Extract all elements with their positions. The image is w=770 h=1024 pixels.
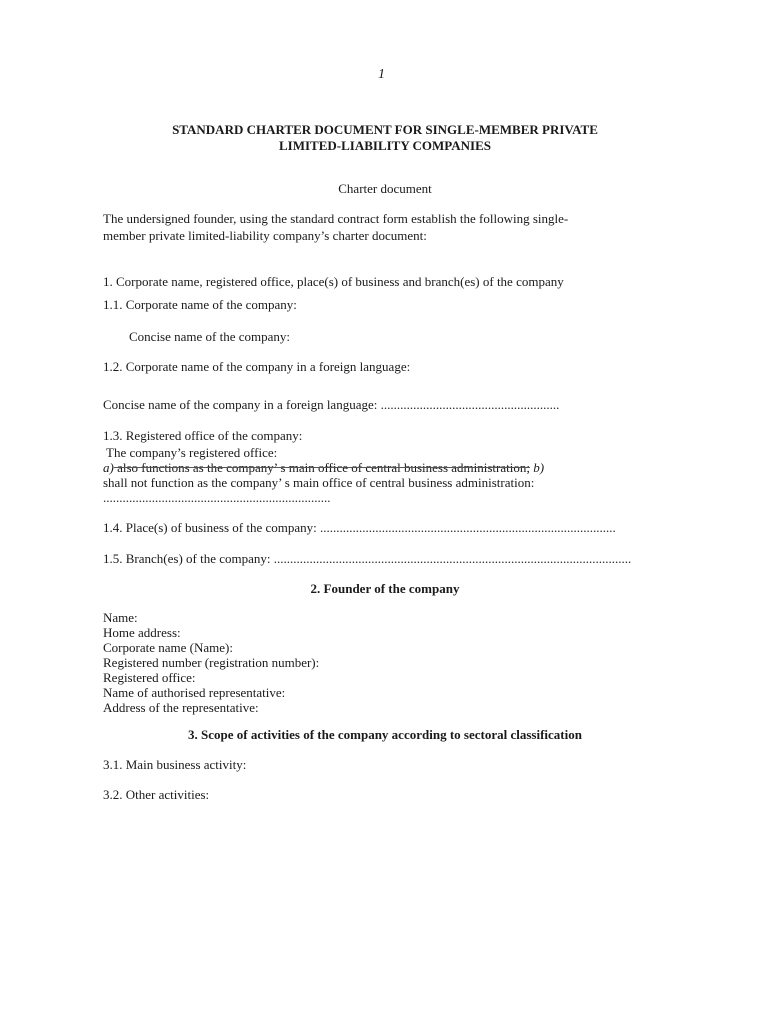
section-2-heading: 2. Founder of the company (310, 581, 460, 596)
document-title-line-1: STANDARD CHARTER DOCUMENT FOR SINGLE-MEMBER PRIVATE (172, 122, 598, 137)
option-a-marker: a) (103, 460, 114, 475)
option-a-text: also functions as the company’ s main office of central business administration; (113, 460, 530, 475)
option-a-line (103, 460, 544, 476)
registered-office-label: The company’s registered office: (106, 445, 278, 460)
founder-home-address-field: Home address: (103, 625, 181, 640)
founder-representative-address-field: Address of the representative: (103, 700, 259, 715)
founder-registered-office-field: Registered office: (103, 670, 196, 685)
intro-paragraph-line-2: member private limited-liability company’s charter document: (103, 228, 427, 243)
option-b-marker: b) (533, 460, 545, 475)
document-title-line-2: LIMITED-LIABILITY COMPANIES (278, 138, 491, 153)
founder-representative-name-field: Name of authorised representative: (103, 685, 286, 700)
section-3-heading: 3. Scope of activities of the company according to sectoral classification (188, 727, 582, 742)
item-3-2: 3.2. Other activities: (103, 787, 210, 802)
option-b-text: shall not function as the company’ s main office of central business administration: (103, 475, 535, 490)
founder-name-field: Name: (103, 610, 138, 625)
option-b-fill-line: ...................................................................... (103, 490, 331, 505)
founder-corporate-name-field: Corporate name (Name): (103, 640, 233, 655)
item-1-1: 1.1. Corporate name of the company: (103, 297, 297, 312)
item-1-3: 1.3. Registered office of the company: (103, 428, 303, 443)
concise-name-label: Concise name of the company: (129, 329, 291, 344)
founder-fields (103, 610, 663, 715)
founder-registered-number-field: Registered number (registration number): (103, 655, 320, 670)
item-3-1: 3.1. Main business activity: (103, 757, 247, 772)
item-1-4: 1.4. Place(s) of business of the company: ........................................................................................... (103, 520, 616, 535)
item-1-2: 1.2. Corporate name of the company in a foreign language: (103, 359, 411, 374)
page-number: 1 (378, 67, 385, 82)
intro-paragraph-line-1: The undersigned founder, using the standard contract form establish the following single- (103, 211, 569, 226)
concise-foreign-name-label: Concise name of the company in a foreign language: ....................................................... (103, 397, 560, 412)
item-1-5: 1.5. Branch(es) of the company: .............................................................................................................. (103, 551, 632, 566)
document-subtitle: Charter document (338, 181, 432, 196)
section-1-heading: 1. Corporate name, registered office, place(s) of business and branch(es) of the company (103, 274, 564, 289)
